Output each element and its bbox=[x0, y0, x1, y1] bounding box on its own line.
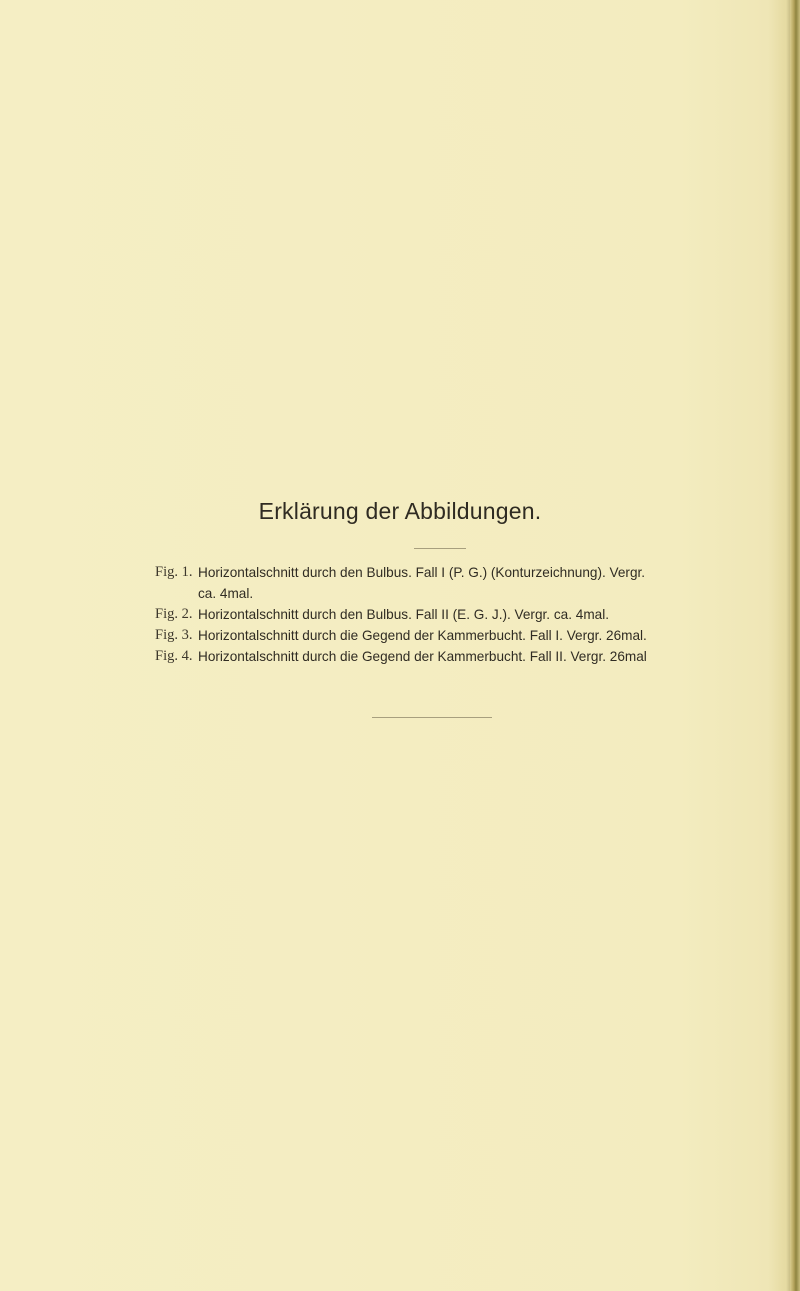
figure-list bbox=[155, 562, 775, 667]
figure-description bbox=[198, 604, 775, 625]
divider-top bbox=[414, 548, 466, 549]
description-line: Horizontalschnitt durch den Bulbus. Fall II (E. G. J.). Vergr. ca. 4mal. bbox=[198, 607, 610, 622]
figure-number: Fig. 4. bbox=[155, 648, 193, 664]
figure-description bbox=[198, 562, 775, 604]
description-line: Horizontalschnitt durch die Gegend der Kammerbucht. Fall II. Vergr. 26mal bbox=[198, 649, 647, 664]
divider-bottom bbox=[372, 717, 492, 718]
figure-description bbox=[198, 646, 775, 667]
description-line: ca. 4mal. bbox=[198, 586, 254, 601]
figure-description bbox=[198, 625, 775, 646]
page-title: Erklärung der Abbildungen. bbox=[258, 498, 542, 524]
description-line: Horizontalschnitt durch den Bulbus. Fall I (P. G.) (Konturzeichnung). Vergr. bbox=[198, 565, 646, 580]
figure-number: Fig. 1. bbox=[155, 564, 193, 580]
figure-number: Fig. 3. bbox=[155, 627, 193, 643]
description-line: Horizontalschnitt durch die Gegend der Kammerbucht. Fall I. Vergr. 26mal. bbox=[198, 628, 647, 643]
figure-entry-1 bbox=[155, 562, 775, 604]
page-edge bbox=[790, 0, 800, 1291]
figure-entry-3 bbox=[155, 625, 775, 646]
figure-number: Fig. 2. bbox=[155, 606, 193, 622]
figure-entry-2 bbox=[155, 604, 775, 625]
figure-entry-4 bbox=[155, 646, 775, 667]
